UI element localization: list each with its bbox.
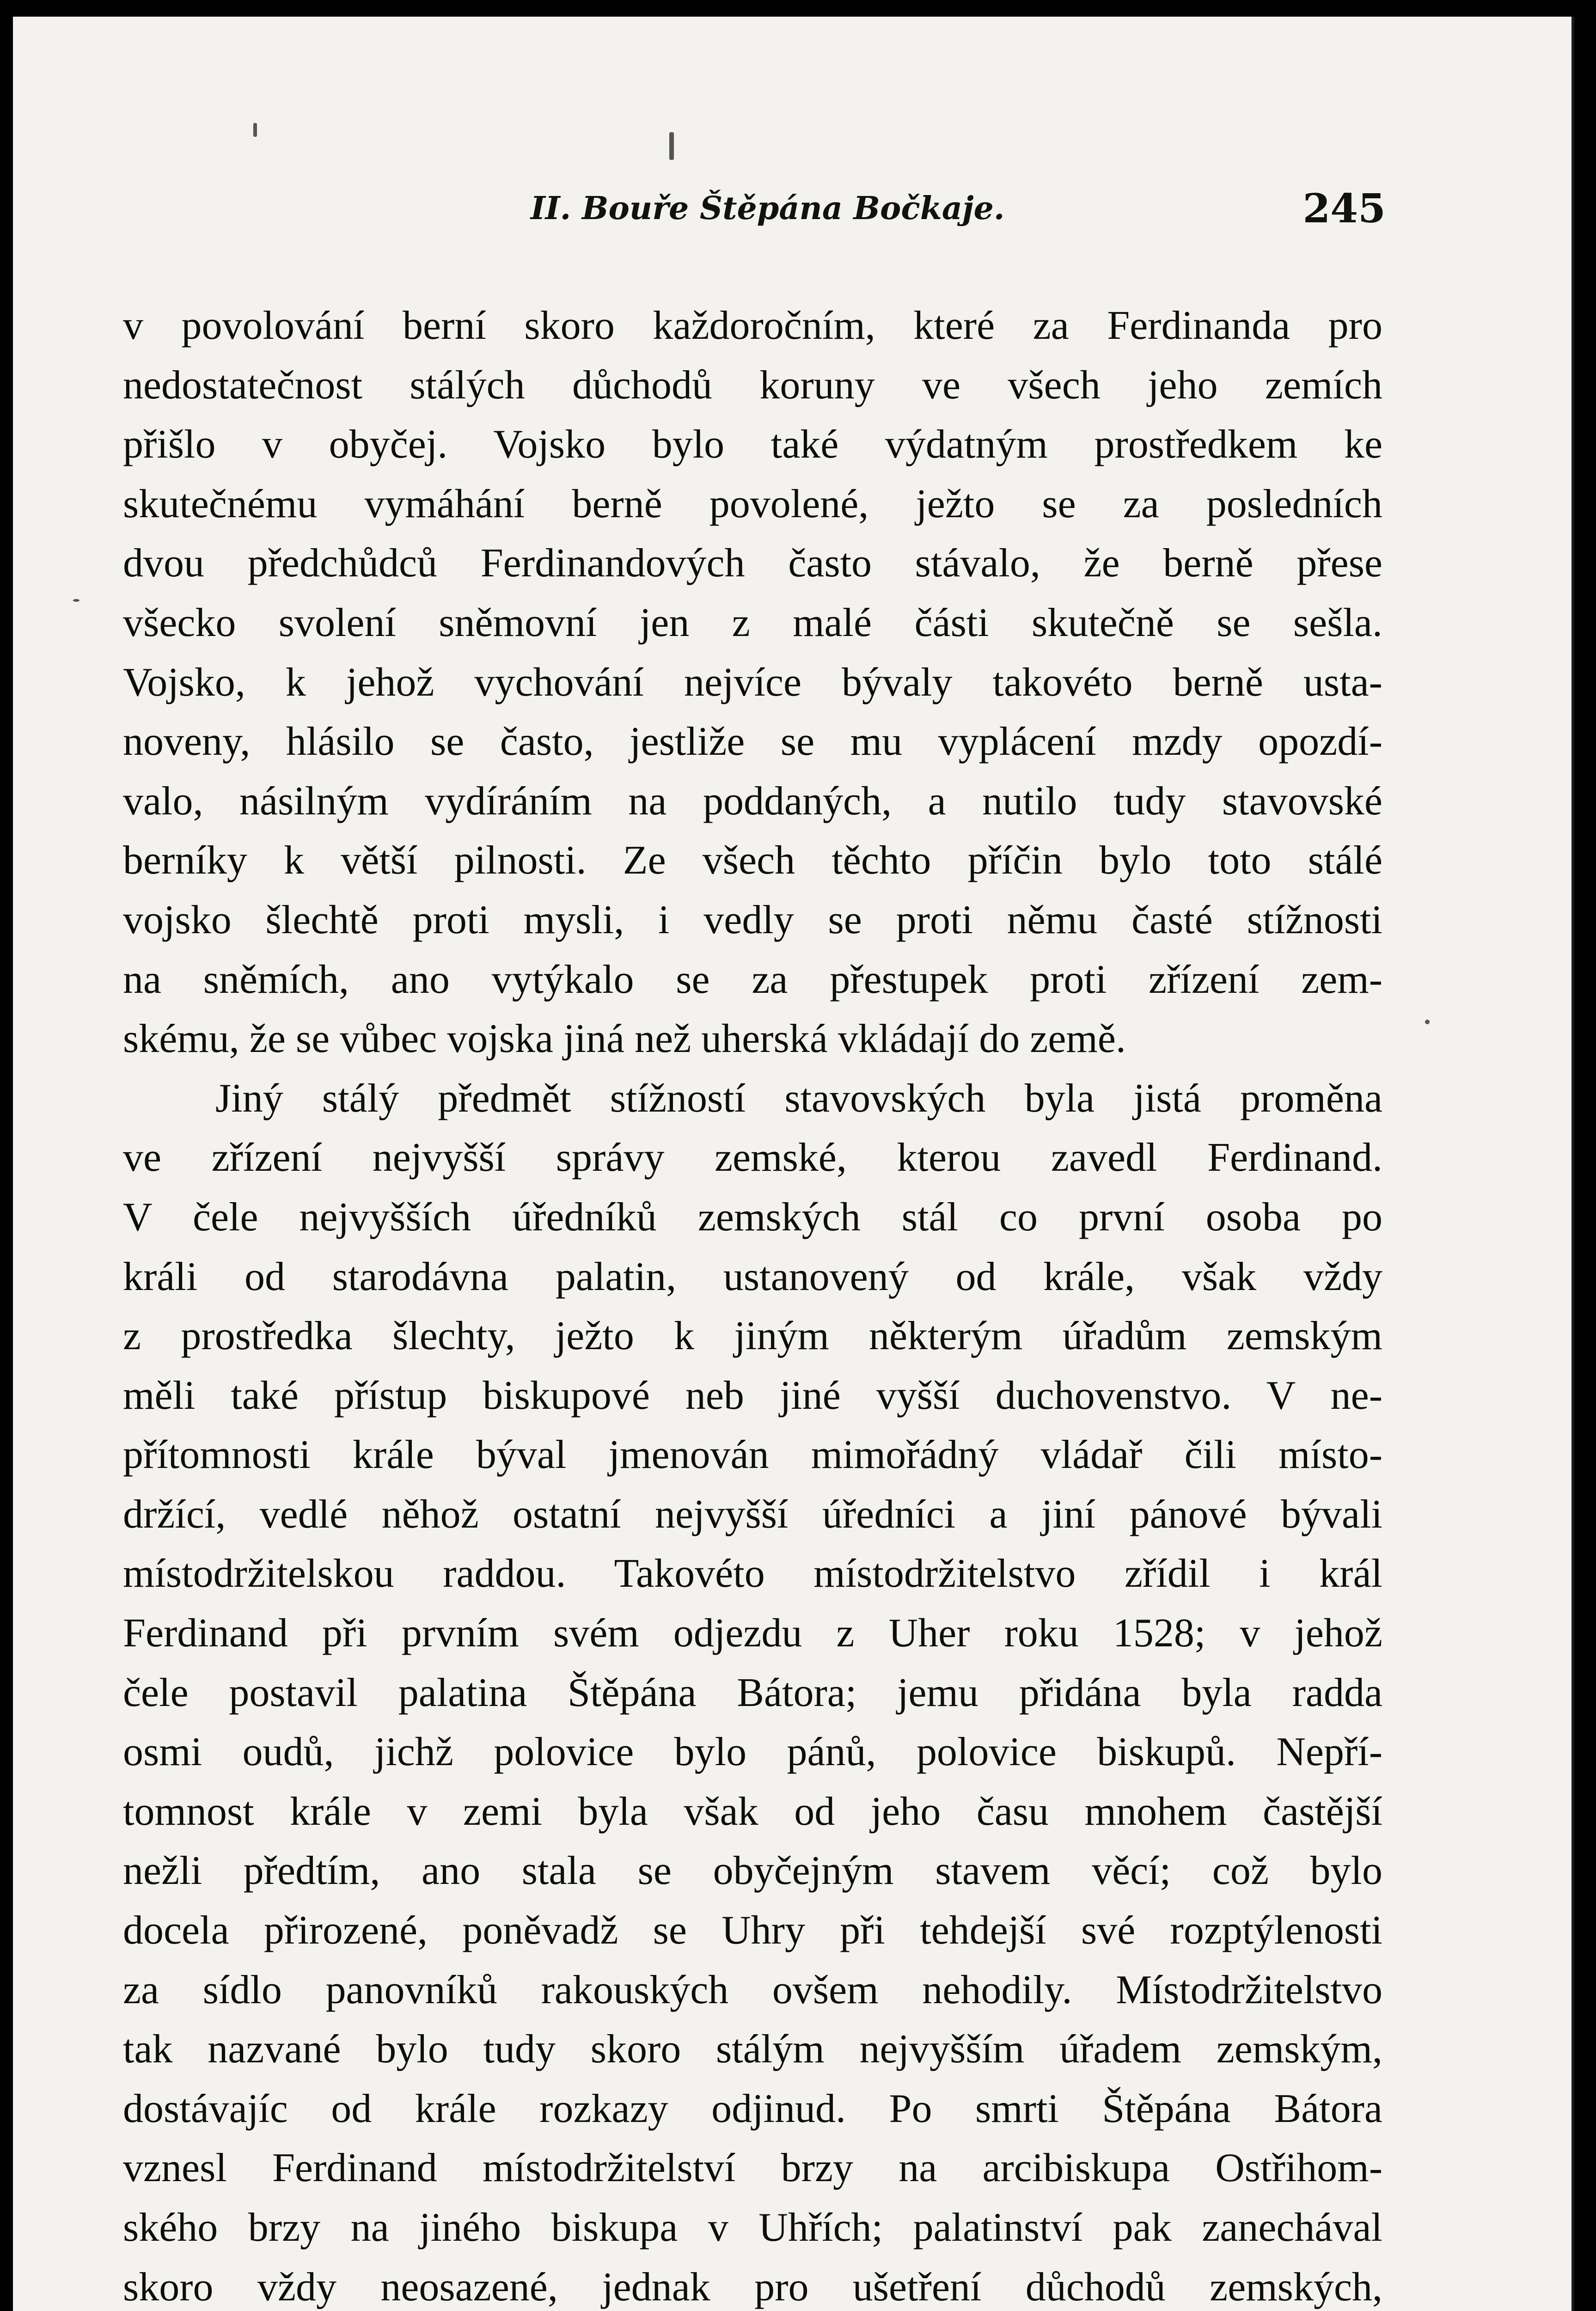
page-number: 245: [1302, 185, 1386, 232]
book-page: [13, 17, 1574, 2311]
text-line: skutečnému vymáhání berně povolené, ježto se za posledních: [123, 481, 1382, 526]
text-line: osmi oudů, jichž polovice bylo pánů, polovice biskupů. Nepří-: [123, 1730, 1382, 1775]
text-line: králi od starodávna palatin, ustanovený od krále, však vždy: [123, 1254, 1382, 1299]
text-line: dostávajíc od krále rozkazy odjinud. Po smrti Štěpána Bátora: [123, 2086, 1382, 2131]
text-line: noveny, hlásilo se často, jestliže se mu vyplácení mzdy opozdí-: [123, 719, 1382, 764]
running-head: II. Bouře Štěpána Bočkaje.: [531, 190, 1005, 227]
text-line: ského brzy na jiného biskupa v Uhřích; palatinství pak zanechával: [123, 2205, 1382, 2250]
text-line: za sídlo panovníků rakouských ovšem nehodily. Místodržitelstvo: [123, 1967, 1382, 2012]
text-line: Ferdinand při prvním svém odjezdu z Uher roku 1528; v jehož: [123, 1611, 1382, 1656]
text-line: čele postavil palatina Štěpána Bátora; jemu přidána byla radda: [123, 1670, 1382, 1715]
text-line: skoro vždy neosazené, jednak pro ušetření důchodů zemských,: [123, 2264, 1382, 2310]
paper-speck: [1425, 1020, 1430, 1024]
paragraph-first-line: Jiný stálý předmět stížností stavovských byla jistá proměna: [215, 1076, 1382, 1121]
text-line: tomnost krále v zemi byla však od jeho času mnohem častější: [123, 1789, 1382, 1834]
text-line: ve zřízení nejvyšší správy zemské, kterou zavedl Ferdinand.: [123, 1135, 1382, 1180]
text-line: berníky k větší pilnosti. Ze všech těchto příčin bylo toto stálé: [123, 838, 1382, 883]
paper-speck: [73, 599, 79, 602]
text-line: skému, že se vůbec vojska jiná než uherská vkládají do země.: [123, 1016, 1126, 1062]
text-line: dvou předchůdců Ferdinandových často stávalo, že berně přese: [123, 541, 1382, 586]
page-header: [105, 176, 1386, 245]
paper-speck: [253, 123, 257, 137]
text-line: docela přirozené, poněvadž se Uhry při tehdejší své rozptýlenosti: [123, 1908, 1382, 1953]
text-line: nežli předtím, ano stala se obyčejným stavem věcí; což bylo: [123, 1848, 1382, 1894]
text-line: přítomnosti krále býval jmenován mimořádný vládař čili místo-: [123, 1432, 1382, 1478]
text-line: z prostředka šlechty, ježto k jiným některým úřadům zemským: [123, 1314, 1382, 1359]
text-line: valo, násilným vydíráním na poddaných, a nutilo tudy stavovské: [123, 778, 1382, 824]
body-text: [123, 296, 1382, 2311]
text-line: tak nazvané bylo tudy skoro stálým nejvyšším úřadem zemským,: [123, 2027, 1382, 2072]
text-line: přišlo v obyčej. Vojsko bylo také výdatným prostředkem ke: [123, 422, 1382, 467]
text-line: vznesl Ferdinand místodržitelství brzy na arcibiskupa Ostřihom-: [123, 2146, 1382, 2191]
text-line: místodržitelskou raddou. Takovéto místodržitelstvo zřídil i král: [123, 1551, 1382, 1596]
text-line: na sněmích, ano vytýkalo se za přestupek proti zřízení zem-: [123, 957, 1382, 1002]
text-line: držící, vedlé něhož ostatní nejvyšší úředníci a jiní pánové bývali: [123, 1492, 1382, 1537]
text-line: v povolování berní skoro každoročním, které za Ferdinanda pro: [123, 303, 1382, 348]
text-line: Vojsko, k jehož vychování nejvíce bývaly takovéto berně usta-: [123, 660, 1382, 705]
paper-speck: [669, 132, 674, 160]
text-line: nedostatečnost stálých důchodů koruny ve všech jeho zemích: [123, 362, 1382, 408]
text-line: V čele nejvyšších úředníků zemských stál co první osoba po: [123, 1194, 1382, 1240]
text-line: vojsko šlechtě proti mysli, i vedly se proti němu časté stížnosti: [123, 897, 1382, 942]
text-line: všecko svolení sněmovní jen z malé části skutečně se sešla.: [123, 600, 1382, 645]
text-line: měli také přístup biskupové neb jiné vyšší duchovenstvo. V ne-: [123, 1373, 1382, 1418]
